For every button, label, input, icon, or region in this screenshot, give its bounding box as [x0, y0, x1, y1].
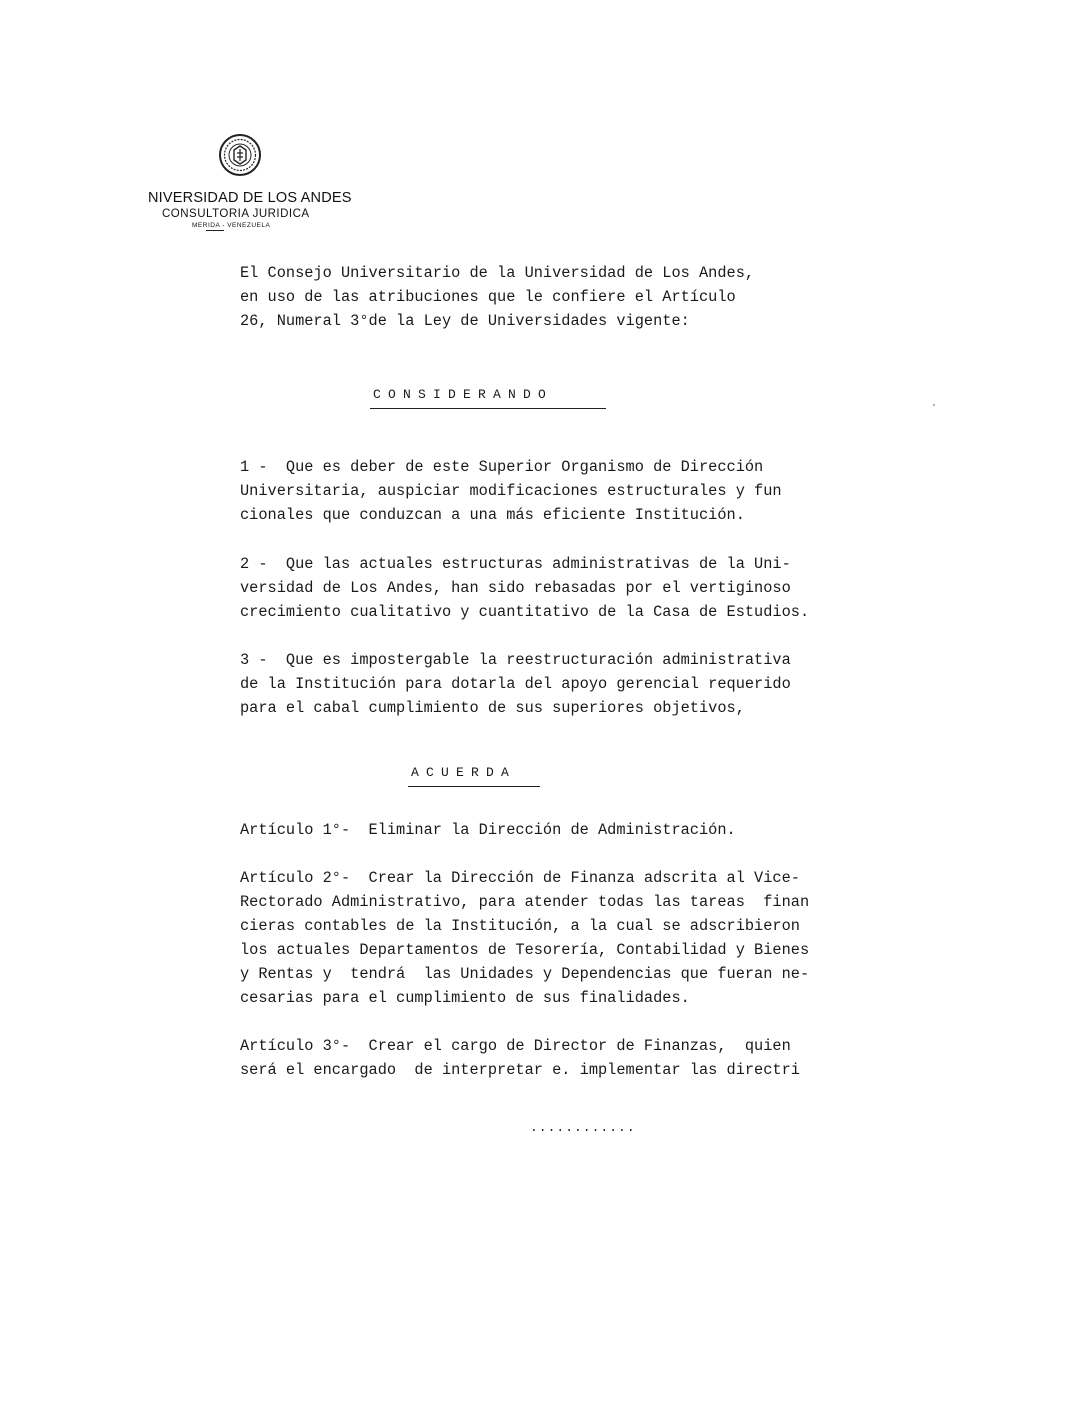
scan-speck	[933, 404, 935, 406]
considerando-line: versidad de Los Andes, han sido rebasadas por el vertiginoso	[240, 579, 791, 597]
intro-line: en uso de las atribuciones que le confiere el Artículo	[240, 288, 736, 306]
considerando-line: de la Institución para dotarla del apoyo gerencial requerido	[240, 675, 791, 693]
university-seal-icon	[218, 133, 262, 177]
considerando-underline	[370, 408, 606, 409]
article-line: Artículo 2°- Crear la Dirección de Finanza adscrita al Vice-	[240, 869, 800, 887]
article-line: Artículo 3°- Crear el cargo de Director de Finanzas, quien	[240, 1037, 791, 1055]
considerando-line: crecimiento cualitativo y cuantitativo de la Casa de Estudios.	[240, 603, 810, 621]
article-line: los actuales Departamentos de Tesorería, Contabilidad y Bienes	[240, 941, 810, 959]
letterhead-university: NIVERSIDAD DE LOS ANDES	[148, 190, 352, 206]
intro-line: El Consejo Universitario de la Universidad de Los Andes,	[240, 264, 755, 282]
acuerda-heading: ACUERDA	[411, 765, 517, 780]
considerando-heading: CONSIDERANDO	[373, 387, 554, 402]
letterhead	[148, 190, 352, 231]
letterhead-rule	[206, 230, 224, 231]
intro-line: 26, Numeral 3°de la Ley de Universidades vigente:	[240, 312, 690, 330]
considerando-line: 3 - Que es impostergable la reestructuración administrativa	[240, 651, 791, 669]
article-line: Rectorado Administrativo, para atender todas las tareas finan	[240, 893, 810, 911]
considerando-line: 2 - Que las actuales estructuras administrativas de la Uni-	[240, 555, 791, 573]
considerando-line: para el cabal cumplimiento de sus superiores objetivos,	[240, 699, 745, 717]
article-line: cieras contables de la Institución, a la cual se adscribieron	[240, 917, 800, 935]
considerando-line: cionales que conduzcan a una más eficiente Institución.	[240, 506, 745, 524]
considerando-line: 1 - Que es deber de este Superior Organismo de Dirección	[240, 458, 764, 476]
letterhead-office: CONSULTORIA JURIDICA	[162, 208, 310, 220]
article-line: y Rentas y tendrá las Unidades y Dependencias que fueran ne-	[240, 965, 810, 983]
article-line: Artículo 1°- Eliminar la Dirección de Administración.	[240, 821, 736, 839]
acuerda-underline	[408, 786, 540, 787]
continuation-dots: ............	[530, 1120, 636, 1135]
article-line: será el encargado de interpretar e. implementar las directri	[240, 1061, 800, 1079]
considerando-line: Universitaria, auspiciar modificaciones estructurales y fun	[240, 482, 782, 500]
article-line: cesarias para el cumplimiento de sus finalidades.	[240, 989, 690, 1007]
letterhead-city: MERIDA - VENEZUELA	[192, 222, 271, 229]
